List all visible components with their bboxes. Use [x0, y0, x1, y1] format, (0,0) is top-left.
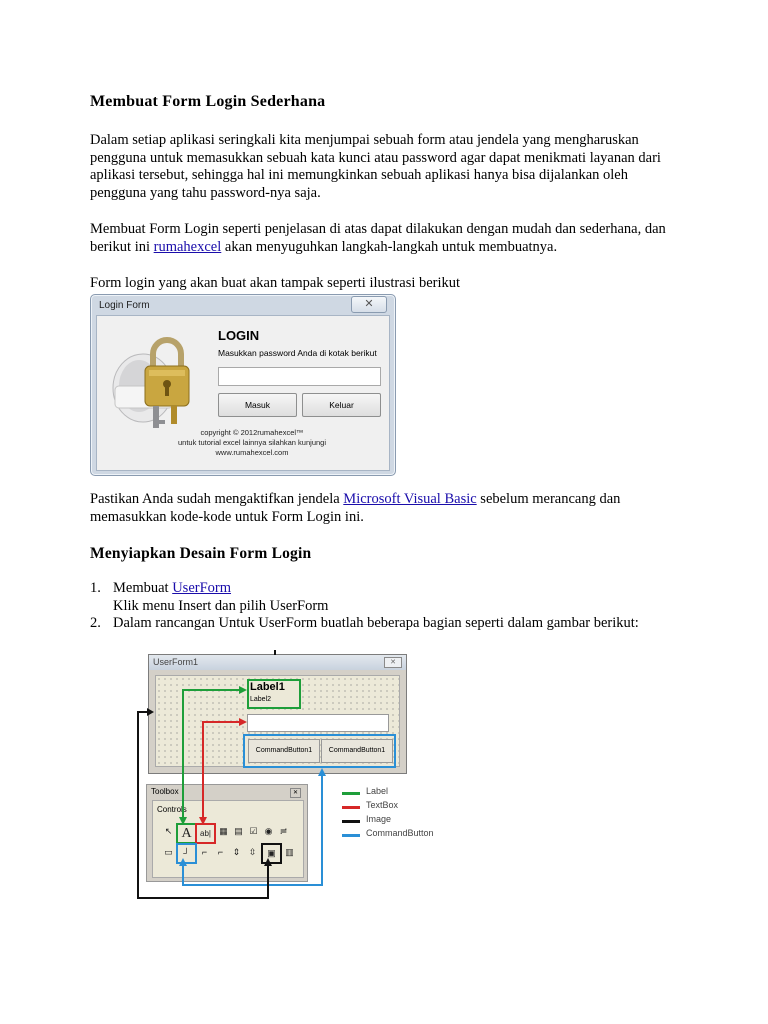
steps-list	[90, 580, 650, 633]
paragraph-4-text-b: sebelum merancang dan memasukkan kode-kode untuk Form Login ini.	[90, 491, 621, 525]
paragraph-3: Form login yang akan buat akan tampak seperti ilustrasi berikut	[90, 275, 461, 291]
legend-commandbutton-text: CommandButton	[366, 828, 434, 838]
paragraph-2-text-a: Membuat Form Login seperti penjelasan di atas dapat dilakukan dengan mudah dan sederhana, dan berikut ini	[90, 221, 666, 255]
commandbutton-tool-icon: ┘	[176, 843, 197, 864]
label2-text: Label2	[250, 696, 272, 703]
textbox-tool-icon: ab|	[195, 823, 216, 844]
login-window-body	[96, 315, 390, 471]
scrollbar-tool-icon: ⇕	[232, 847, 241, 857]
copyright-text	[137, 428, 367, 458]
userform-close-icon: ✕	[384, 657, 402, 668]
toolbox-title: Toolbox	[151, 787, 179, 796]
paragraph-2-text-b: akan menyuguhkan langkah-langkah untuk membuatnya.	[221, 238, 558, 255]
section-heading: Menyiapkan Desain Form Login	[90, 545, 312, 562]
legend-textbox-text: TextBox	[366, 800, 399, 810]
refedit-tool-icon: ▥	[285, 847, 294, 857]
copyright-line-3: www.rumahexcel.com	[215, 448, 289, 457]
label1-text: Label1	[250, 681, 285, 693]
toolbox-close-icon: ✕	[290, 788, 301, 798]
intro-paragraph: Dalam setiap aplikasi seringkali kita menjumpai sebuah form atau jendela yang mengharuskan pengguna untuk memasukkan sebuah kata kunci atau password agar dapat menikmati layanan dari aplikasi tersebut, sehingga hal ini memungkinkan sebuah aplikasi hanya bisa dijalankan oleh pengguna yang tahu password-nya saja.	[90, 132, 661, 201]
step-2-number: 2.	[90, 615, 101, 631]
legend-label-text: Label	[366, 786, 389, 796]
keluar-button: Keluar	[302, 393, 381, 417]
login-form-illustration	[90, 294, 396, 476]
paragraph-2	[90, 221, 680, 256]
login-heading: LOGIN	[218, 328, 260, 343]
microsoft-visual-basic-link[interactable]: Microsoft Visual Basic	[343, 491, 477, 507]
checkbox-tool-icon: ☑	[249, 826, 258, 836]
copyright-line-1: copyright © 2012rumahexcel™	[200, 428, 304, 437]
paragraph-4	[90, 491, 680, 526]
annotation-arrows	[130, 650, 440, 900]
masuk-button: Masuk	[218, 393, 297, 417]
image-tool-icon: ▣	[261, 843, 282, 864]
spinbutton-tool-icon: ⇳	[248, 847, 257, 857]
optionbutton-tool-icon: ◉	[264, 826, 273, 836]
pointer-tool-icon: ↖	[164, 826, 173, 836]
toolbox-tab: Controls	[157, 805, 187, 814]
copyright-line-2: untuk tutorial excel lainnya silahkan kunjungi	[177, 438, 326, 447]
frame-tool-icon: ▭	[164, 847, 173, 857]
tabstrip-tool-icon: ⌐	[201, 847, 208, 857]
rumahexcel-link[interactable]: rumahexcel	[153, 238, 222, 255]
password-field	[218, 367, 381, 386]
userform-link[interactable]: UserForm	[172, 580, 232, 596]
step-1-text: Membuat	[113, 580, 173, 596]
label-tool-icon: A	[176, 823, 197, 844]
article-title: Membuat Form Login Sederhana	[90, 93, 326, 110]
userform-designer-illustration	[130, 650, 440, 900]
step-2-text: Dalam rancangan Untuk UserForm buatlah beberapa bagian seperti dalam gambar berikut:	[113, 615, 639, 631]
userform-title: UserForm1	[153, 657, 199, 667]
togglebutton-tool-icon: ≓	[279, 826, 288, 836]
command-button-1: CommandButton1	[248, 739, 320, 763]
combobox-tool-icon: ▦	[219, 826, 228, 836]
close-icon: ✕	[351, 296, 387, 313]
listbox-tool-icon: ▤	[234, 826, 243, 836]
multipage-tool-icon: ⌐	[217, 847, 224, 857]
command-button-2: CommandButton1	[321, 739, 393, 763]
login-message: Masukkan password Anda di kotak berikut	[218, 348, 377, 358]
paragraph-4-text-a: Pastikan Anda sudah mengaktifkan jendela	[90, 491, 344, 507]
legend-image-text: Image	[366, 814, 392, 824]
step-2	[90, 615, 650, 633]
padlock-icon	[109, 328, 205, 433]
step-1-number: 1.	[90, 580, 101, 596]
step-1-detail: Klik menu Insert dan pilih UserForm	[113, 597, 329, 614]
step-1	[90, 580, 650, 615]
login-window-title: Login Form	[99, 300, 150, 311]
